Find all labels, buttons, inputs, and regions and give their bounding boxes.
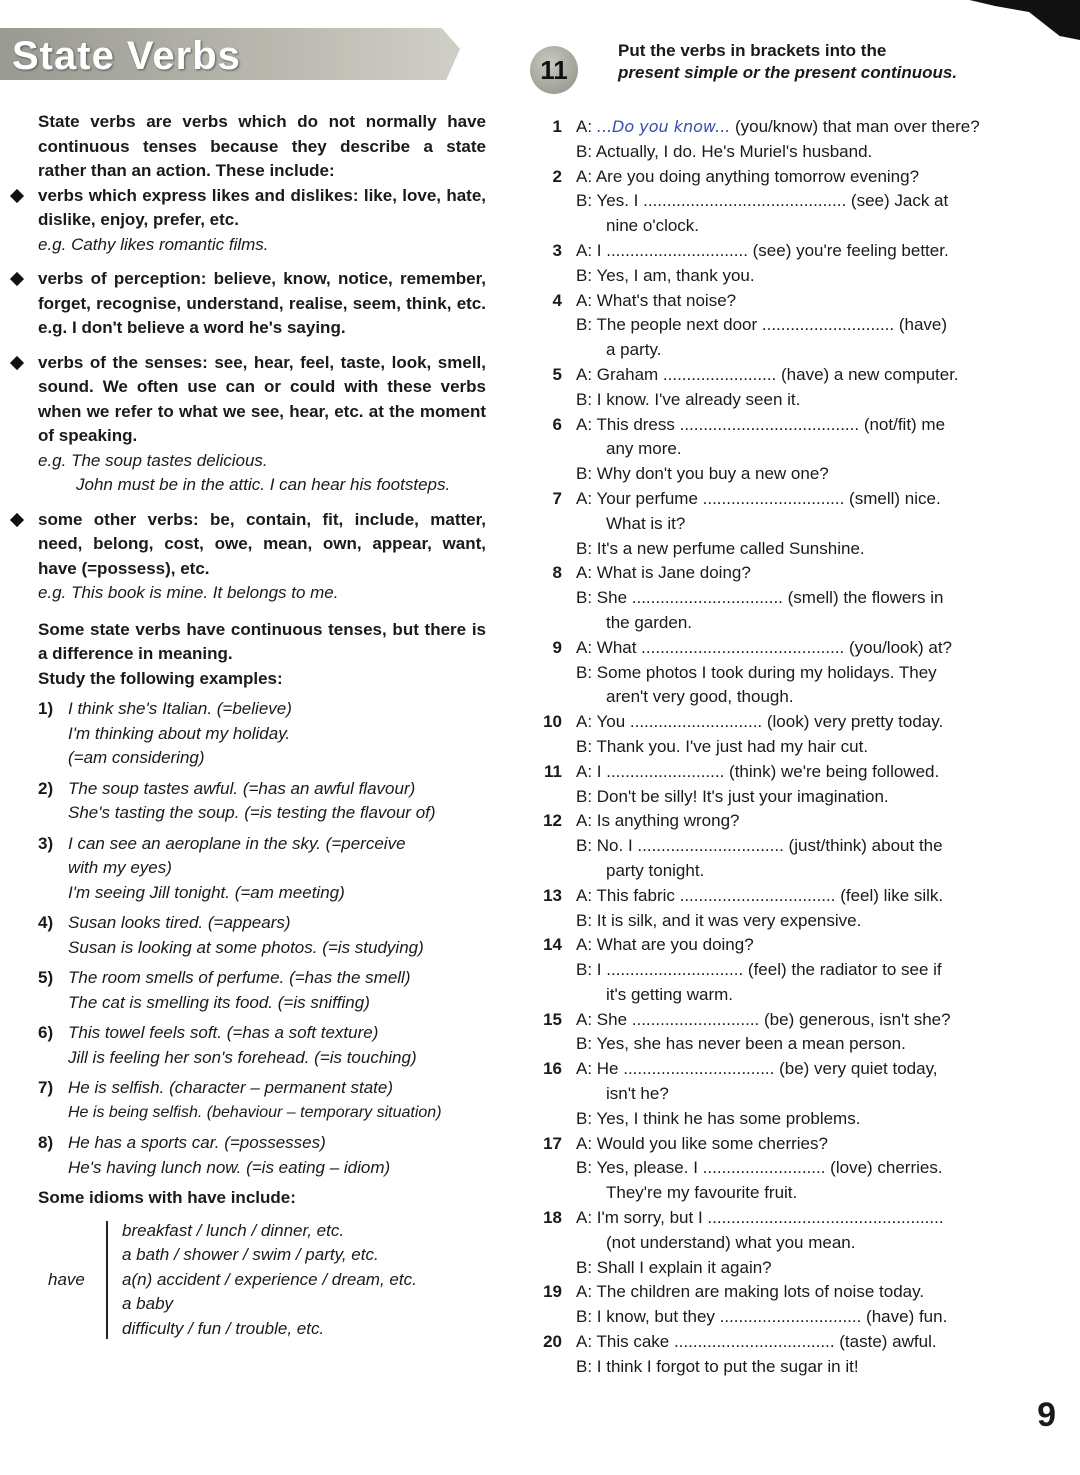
example-line: She's tasting the soup. (=is testing the flavour of) [68,803,436,822]
exercise-line: B: Don't be silly! It's just your imagination. [576,786,889,806]
exercise-item [536,561,1036,635]
exercise-item [536,413,1036,487]
example-number: 8) [38,1133,54,1152]
exercise-line: A: I .............................. (see) you're feeling better. [576,240,949,260]
exercise-item-number: 15 [543,1009,562,1029]
example-line: He has a sports car. (=possesses) [68,1133,326,1152]
example-pair [38,697,486,771]
diamond-bullet-icon [10,355,24,369]
example-line: He is selfish. (character – permanent state) [68,1078,394,1097]
idioms-heading: Some idioms with have include: [38,1188,296,1207]
idiom-item: a baby [122,1294,174,1313]
exercise-item [536,809,1036,883]
example-line: The cat is smelling its food. (=is sniffing) [68,992,370,1012]
example-line: The room smells of perfume. (=has the smell) [68,968,411,987]
exercise-item [536,1132,1036,1206]
idioms-verb: have [48,1269,85,1289]
example-pair [38,1076,486,1125]
bullet-example: John must be in the attic. I can hear his footsteps. [76,475,451,494]
example-line: Susan looks tired. (=appears) [68,913,291,932]
theory-bullet [38,267,486,341]
brace-bar [106,1221,108,1339]
exercise-line: A: Would you like some cherries? [576,1133,828,1153]
exercise-item-number: 16 [543,1059,562,1079]
exercise-line: B: It's a new perfume called Sunshine. [576,538,865,558]
corner-decoration [910,0,1080,40]
example-answer: ...Do you know... [596,117,731,136]
theory-bullet [38,508,486,606]
theory-intro: State verbs are verbs which do not normally have continuous tenses because they describe a state rather than an action. These include: [38,112,486,180]
continuous-note: Some state verbs have continuous tenses, but there is a difference in meaning. [38,619,486,663]
example-line: He is being selfish. (behaviour – temporary situation) [68,1103,442,1121]
example-line: I'm seeing Jill tonight. (=am meeting) [68,882,345,902]
exercise-line: A: What ........................................... (you/look) at? [576,637,953,657]
exercise-item-number: 17 [543,1133,562,1153]
exercise-line: B: Yes, I am, thank you. [576,265,755,285]
exercise-item-number: 3 [552,240,562,260]
exercise-item [536,1206,1036,1280]
example-pair [38,911,486,960]
exercise-item-number: 11 [544,761,562,781]
exercise-item [536,1057,1036,1131]
exercise-line: the garden. [606,612,693,632]
exercise-line: A: Graham ........................ (have) a new computer. [576,364,959,384]
exercise-line: A: The children are making lots of noise today. [576,1282,925,1302]
example-pair [38,1021,486,1070]
exercise-item-number: 6 [552,414,562,434]
page-number: 9 [1037,1396,1056,1434]
exercise-item-number: 13 [543,885,562,905]
example-line: with my eyes) [68,858,172,877]
idiom-item: a(n) accident / experience / dream, etc. [122,1269,417,1289]
example-number: 1) [38,699,54,718]
exercise-line: party tonight. [606,860,705,880]
exercise-item-number: 14 [543,935,562,955]
exercise-line: A: I ......................... (think) we're being followed. [576,761,940,781]
example-line: Jill is feeling her son's forehead. (=is touching) [68,1047,417,1067]
exercise-line: A: Is anything wrong? [576,811,740,831]
exercise-line: A: What is Jane doing? [576,563,751,583]
exercise-line: A: This fabric ................................. (feel) like silk. [576,885,944,905]
example-line: This towel feels soft. (=has a soft texture) [68,1023,379,1042]
bullet-text: verbs of perception: believe, know, notice, remember, forget, recognise, understand, realise, seem, think, etc. e.g. I don't believe a word he's saying. [38,269,486,337]
exercise-item-number: 18 [543,1208,562,1228]
exercise-line: A: This cake .................................. (taste) awful. [576,1332,937,1352]
exercise-line: B: I think I forgot to put the sugar in it! [576,1356,859,1376]
exercise-line: They're my favourite fruit. [606,1183,798,1203]
exercise-item [536,760,1036,810]
exercise-line: B: Shall I explain it again? [576,1257,772,1277]
example-line: (=am considering) [68,748,205,767]
exercise-line: B: Yes. I ........................................... (see) Jack at [576,191,949,211]
exercise-line: nine o'clock. [606,216,700,236]
exercise-line: What is it? [606,513,686,533]
example-pair [38,1131,486,1180]
exercise-item [536,710,1036,760]
theory-bullet [38,351,486,498]
idiom-item: a bath / shower / swim / party, etc. [122,1245,379,1264]
exercise-line: B: No. I ............................... (just/think) about the [576,836,943,856]
study-heading: Study the following examples: [38,668,283,688]
exercise-line: A: Your perfume .............................. (smell) nice. [576,488,941,508]
exercise-line: A: She ........................... (be) generous, isn't she? [576,1009,951,1029]
exercise-item [536,115,1036,165]
exercise-line: B: Yes, she has never been a mean person. [576,1034,906,1054]
instruction-line-2: present simple or the present continuous. [618,63,958,82]
idioms-block [38,1219,486,1349]
exercise-line: B: Yes, please. I .......................... (love) cherries. [576,1158,943,1178]
exercise-line: B: Why don't you buy a new one? [576,464,829,484]
example-number: 4) [38,913,54,932]
exercise-line: B: Yes, I think he has some problems. [576,1108,861,1128]
example-pair [38,777,486,826]
exercise-item-number: 7 [552,488,562,508]
bullet-example: e.g. Cathy likes romantic films. [38,234,269,254]
exercise-line: aren't very good, though. [606,687,794,707]
example-line: The soup tastes awful. (=has an awful flavour) [68,778,416,798]
example-number: 5) [38,968,54,987]
exercise-item-number: 5 [552,364,562,384]
exercise-line: B: She ................................ (smell) the flowers in [576,588,944,608]
example-line: He's having lunch now. (=is eating – idiom) [68,1157,391,1177]
exercise-column [536,115,1036,1380]
exercise-item-number: 9 [552,637,562,657]
example-line: I'm thinking about my holiday. [68,723,291,743]
exercise-line: B: I ............................. (feel) the radiator to see if [576,960,942,980]
exercise-item-number: 2 [552,166,562,186]
page-title: State Verbs [12,34,241,78]
example-pair [38,966,486,1015]
exercise-line: A: Are you doing anything tomorrow evening? [576,166,920,186]
idiom-item: breakfast / lunch / dinner, etc. [122,1220,345,1240]
exercise-line: B: Some photos I took during my holidays. They [576,662,937,682]
exercise-line [536,115,1036,140]
exercise-instruction [618,40,1058,84]
exercise-item-number: 10 [543,712,562,732]
exercise-item-number: 19 [543,1282,562,1302]
exercise-line: B: Thank you. I've just had my hair cut. [576,736,869,756]
example-number: 2) [38,778,54,798]
instruction-line-1: Put the verbs in brackets into the [618,41,887,60]
exercise-line: A: He ................................ (be) very quiet today, [576,1059,938,1079]
exercise-number-badge: 11 [530,46,578,94]
exercise-line-text: (you/know) that man over there? [734,117,980,136]
exercise-line: B: I know. I've already seen it. [576,389,801,409]
exercise-item-number: 1 [552,117,562,136]
exercise-line: isn't he? [606,1084,669,1104]
bullet-text: some other verbs: be, contain, fit, include, matter, need, belong, cost, owe, mean, own, appear, want, have (=possess), etc. [38,509,486,578]
exercise-line: B: The people next door ............................ (have) [576,315,948,335]
exercise-line: A: This dress ...................................... (not/fit) me [576,414,946,434]
speaker-label: A: [576,117,597,136]
theory-column [38,110,486,1349]
exercise-line: any more. [606,439,682,459]
example-pair [38,832,486,906]
exercise-item [536,1008,1036,1058]
example-number: 6) [38,1023,54,1042]
exercise-line: B: Actually, I do. He's Muriel's husband. [576,141,873,161]
idiom-item: difficulty / fun / trouble, etc. [122,1318,325,1338]
bullet-text: verbs which express likes and dislikes: like, love, hate, dislike, enjoy, prefer, etc. [38,185,486,229]
diamond-bullet-icon [10,188,24,202]
exercise-item [536,1330,1036,1380]
exercise-line: B: It is silk, and it was very expensive. [576,910,862,930]
exercise-line: A: I'm sorry, but I .................................................. [576,1208,944,1228]
exercise-line: A: You ............................ (look) very pretty today. [576,712,944,732]
exercise-item [536,239,1036,289]
bullet-example: e.g. This book is mine. It belongs to me. [38,583,339,602]
exercise-line: it's getting warm. [606,984,734,1004]
exercise-item [536,884,1036,934]
diamond-bullet-icon [10,272,24,286]
exercise-line: B: I know, but they .............................. (have) fun. [576,1307,948,1327]
example-number: 3) [38,833,54,853]
idioms-list [122,1219,417,1342]
exercise-item [536,289,1036,363]
exercise-item-number: 12 [543,811,562,831]
theory-bullet [38,184,486,258]
exercise-item [536,636,1036,710]
diamond-bullet-icon [10,512,24,526]
exercise-item [536,165,1036,239]
exercise-item [536,933,1036,1007]
exercise-item-number: 20 [543,1332,562,1352]
exercise-line: A: What's that noise? [576,290,737,310]
example-number: 7) [38,1078,54,1097]
exercise-line: a party. [606,340,662,360]
exercise-item [536,487,1036,561]
exercise-item [536,363,1036,413]
example-line: I think she's Italian. (=believe) [68,699,292,718]
exercise-item [536,1280,1036,1330]
bullet-example: e.g. The soup tastes delicious. [38,450,268,470]
example-line: I can see an aeroplane in the sky. (=perceive [68,833,406,853]
exercise-line: (not understand) what you mean. [606,1232,856,1252]
exercise-line: A: What are you doing? [576,935,754,955]
exercise-item-number: 8 [552,563,562,583]
example-line: Susan is looking at some photos. (=is studying) [68,937,424,957]
exercise-item-number: 4 [552,290,562,310]
bullet-text: verbs of the senses: see, hear, feel, taste, look, smell, sound. We often use can or could with these verbs when we refer to what we see, hear, etc. at the moment of speaking. [38,352,486,445]
